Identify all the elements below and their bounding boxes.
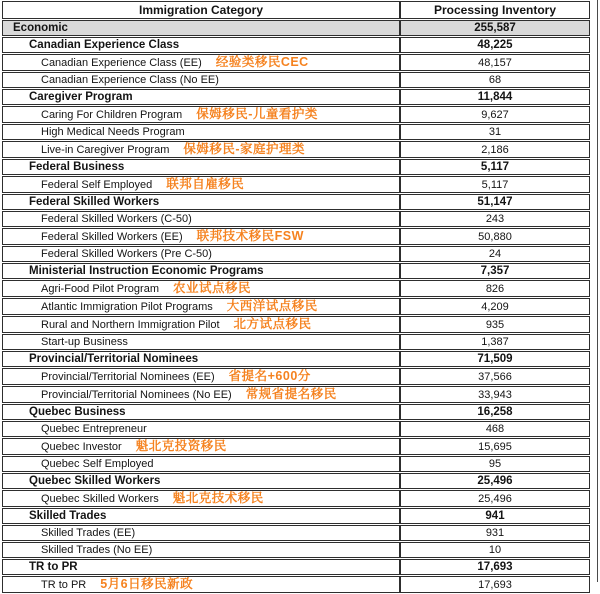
category-label: Canadian Experience Class (No EE) [41, 74, 219, 86]
category-column-header: Immigration Category [2, 1, 400, 19]
category-cell [2, 124, 400, 140]
inventory-value-cell: 95 [400, 456, 590, 472]
table-row [2, 228, 590, 245]
table-row [2, 298, 590, 315]
category-label: Skilled Trades (No EE) [41, 544, 153, 556]
category-label: Federal Self Employed [41, 179, 153, 191]
table-row [2, 280, 590, 297]
category-label: TR to PR [29, 561, 78, 573]
category-cell [2, 54, 400, 71]
table-row [2, 334, 590, 350]
category-cell [2, 211, 400, 227]
category-cell [2, 263, 400, 279]
category-cell [2, 159, 400, 175]
inventory-value-cell: 826 [400, 280, 590, 297]
category-cell [2, 334, 400, 350]
category-cell [2, 368, 400, 385]
category-annotation-zh: 魁北克技术移民 [172, 491, 264, 505]
inventory-value-cell: 68 [400, 72, 590, 88]
category-label: Live-in Caregiver Program [41, 144, 170, 156]
table-row [2, 263, 590, 279]
inventory-value-cell: 11,844 [400, 89, 590, 105]
table-row [2, 89, 590, 105]
inventory-value-cell: 25,496 [400, 490, 590, 507]
inventory-value-cell: 37,566 [400, 368, 590, 385]
inventory-value-cell: 51,147 [400, 194, 590, 210]
category-label: Quebec Skilled Workers [41, 493, 159, 505]
table-row [2, 20, 590, 36]
category-label: Caregiver Program [29, 91, 133, 103]
category-annotation-zh: 5月6日移民新政 [100, 577, 194, 591]
table-row [2, 106, 590, 123]
table-row [2, 176, 590, 193]
inventory-value-cell: 50,880 [400, 228, 590, 245]
category-cell [2, 438, 400, 455]
category-cell [2, 106, 400, 123]
category-annotation-zh: 联邦技术移民FSW [196, 229, 304, 243]
category-label: Federal Business [29, 161, 125, 173]
category-label: Quebec Investor [41, 441, 122, 453]
table-row [2, 37, 590, 53]
table-body [2, 20, 590, 593]
category-cell [2, 473, 400, 489]
table-row [2, 542, 590, 558]
category-label: Agri-Food Pilot Program [41, 283, 159, 295]
inventory-value-cell: 10 [400, 542, 590, 558]
category-cell [2, 72, 400, 88]
category-annotation-zh: 省提名+600分 [228, 369, 311, 383]
table-row [2, 508, 590, 524]
category-cell [2, 386, 400, 403]
inventory-value-cell: 2,186 [400, 141, 590, 158]
inventory-value-cell: 935 [400, 316, 590, 333]
inventory-value-cell: 17,693 [400, 559, 590, 575]
inventory-value-cell: 31 [400, 124, 590, 140]
category-label: Quebec Entrepreneur [41, 423, 147, 435]
inventory-value-cell: 1,387 [400, 334, 590, 350]
inventory-value-cell: 931 [400, 525, 590, 541]
table-row [2, 421, 590, 437]
inventory-value-cell: 48,225 [400, 37, 590, 53]
category-label: High Medical Needs Program [41, 126, 185, 138]
category-cell [2, 20, 400, 36]
category-label: Provincial/Territorial Nominees (No EE) [41, 389, 232, 401]
category-label: Federal Skilled Workers (Pre C-50) [41, 248, 212, 260]
table-row [2, 576, 590, 593]
table-row [2, 559, 590, 575]
table-row [2, 473, 590, 489]
category-cell [2, 351, 400, 367]
category-annotation-zh: 保姆移民-儿童看护类 [196, 107, 318, 121]
category-label: Start-up Business [41, 336, 128, 348]
category-label: Federal Skilled Workers (EE) [41, 231, 183, 243]
inventory-value-cell: 7,357 [400, 263, 590, 279]
inventory-value-cell: 5,117 [400, 159, 590, 175]
table-row [2, 159, 590, 175]
category-cell [2, 280, 400, 297]
inventory-value-cell: 941 [400, 508, 590, 524]
category-label: Provincial/Territorial Nominees [29, 353, 199, 365]
category-cell [2, 298, 400, 315]
category-cell [2, 141, 400, 158]
category-label: Rural and Northern Immigration Pilot [41, 319, 220, 331]
category-annotation-zh: 大西洋试点移民 [226, 299, 318, 313]
category-cell [2, 89, 400, 105]
category-cell [2, 246, 400, 262]
category-label: TR to PR [41, 579, 87, 591]
category-cell [2, 316, 400, 333]
category-annotation-zh: 农业试点移民 [173, 281, 252, 295]
immigration-inventory-table [2, 0, 590, 594]
category-label: Provincial/Territorial Nominees (EE) [41, 371, 215, 383]
category-label: Quebec Business [29, 406, 126, 418]
table-row [2, 456, 590, 472]
table-row [2, 141, 590, 158]
category-cell [2, 456, 400, 472]
category-cell [2, 508, 400, 524]
category-cell [2, 559, 400, 575]
category-label: Caring For Children Program [41, 109, 183, 121]
category-label: Quebec Skilled Workers [29, 475, 161, 487]
table-row [2, 54, 590, 71]
category-label: Quebec Self Employed [41, 458, 154, 470]
table-row [2, 386, 590, 403]
category-label: Federal Skilled Workers [29, 196, 160, 208]
table-row [2, 194, 590, 210]
table-row [2, 351, 590, 367]
category-annotation-zh: 联邦自雇移民 [166, 177, 245, 191]
table-row [2, 438, 590, 455]
category-cell [2, 542, 400, 558]
category-label: Ministerial Instruction Economic Programs [29, 265, 264, 277]
category-annotation-zh: 魁北克投资移民 [135, 439, 227, 453]
category-cell [2, 490, 400, 507]
category-cell [2, 525, 400, 541]
category-label: Canadian Experience Class (EE) [41, 57, 202, 69]
inventory-value-cell: 15,695 [400, 438, 590, 455]
inventory-value-cell: 255,587 [400, 20, 590, 36]
inventory-value-cell: 48,157 [400, 54, 590, 71]
category-cell [2, 576, 400, 593]
category-label: Skilled Trades [29, 510, 107, 522]
right-grid-edge-line [597, 0, 598, 582]
category-cell [2, 37, 400, 53]
category-annotation-zh: 北方试点移民 [233, 317, 312, 331]
category-label: Federal Skilled Workers (C-50) [41, 213, 192, 225]
inventory-value-cell: 468 [400, 421, 590, 437]
inventory-value-cell: 5,117 [400, 176, 590, 193]
category-annotation-zh: 常规省提名移民 [245, 387, 337, 401]
table-row [2, 246, 590, 262]
category-label: Skilled Trades (EE) [41, 527, 136, 539]
category-label: Canadian Experience Class [29, 39, 180, 51]
table-row [2, 525, 590, 541]
inventory-column-header: Processing Inventory [400, 1, 590, 19]
category-cell [2, 176, 400, 193]
category-cell [2, 194, 400, 210]
table-row [2, 124, 590, 140]
category-label: Atlantic Immigration Pilot Programs [41, 301, 213, 313]
inventory-value-cell: 4,209 [400, 298, 590, 315]
table-row [2, 368, 590, 385]
category-cell [2, 228, 400, 245]
category-annotation-zh: 保姆移民-家庭护理类 [183, 142, 306, 156]
table-row [2, 316, 590, 333]
inventory-value-cell: 17,693 [400, 576, 590, 593]
table-row [2, 490, 590, 507]
category-label: Economic [13, 22, 68, 34]
inventory-value-cell: 16,258 [400, 404, 590, 420]
table-row [2, 404, 590, 420]
table-header-row [2, 1, 590, 19]
table-row [2, 72, 590, 88]
category-annotation-zh: 经验类移民CEC [215, 55, 309, 69]
inventory-value-cell: 25,496 [400, 473, 590, 489]
category-cell [2, 404, 400, 420]
table-row [2, 211, 590, 227]
inventory-value-cell: 71,509 [400, 351, 590, 367]
category-cell [2, 421, 400, 437]
inventory-value-cell: 9,627 [400, 106, 590, 123]
inventory-value-cell: 243 [400, 211, 590, 227]
inventory-value-cell: 33,943 [400, 386, 590, 403]
inventory-value-cell: 24 [400, 246, 590, 262]
